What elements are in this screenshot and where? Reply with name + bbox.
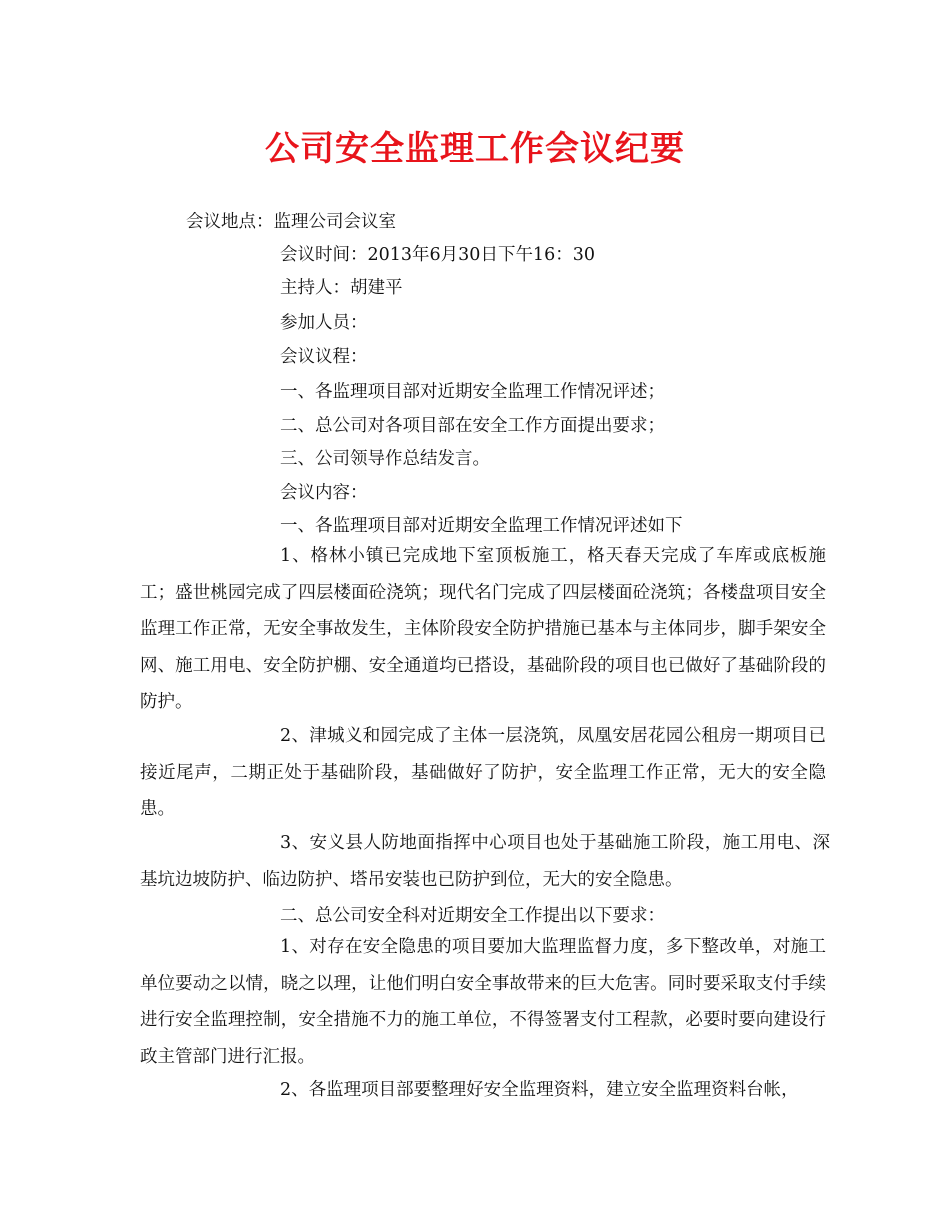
meeting-attendees: 参加人员： <box>280 313 368 333</box>
content-heading: 会议内容： <box>280 483 368 503</box>
section-heading: 二、总公司安全科对近期安全工作提出以下要求： <box>280 906 665 926</box>
document-title: 公司安全监理工作会议纪要 <box>265 129 685 169</box>
body-paragraph: 1、格林小镇已完成地下室顶板施工，格天春天完成了车库或底板施工；盛世桃园完成了四层楼面砼浇筑；现代名门完成了四层楼面砼浇筑；各楼盘项目安全监理工作正常，无安全事故发生，主体阶段安全防护措施已基本与主体同步，脚手架安全网、施工用电、安全防护棚、安全通道均已搭设，基础阶段的项目也已做好了基础阶段的防护。 <box>140 546 826 712</box>
agenda-heading: 会议议程： <box>280 347 368 367</box>
section-heading: 一、各监理项目部对近期安全监理工作情况评述如下 <box>280 516 683 536</box>
meeting-location: 会议地点：监理公司会议室 <box>186 212 396 232</box>
meeting-host: 主持人：胡建平 <box>280 278 403 298</box>
body-paragraph: 2、各监理项目部要整理好安全监理资料，建立安全监理资料台帐， <box>280 1080 799 1100</box>
agenda-item: 一、各监理项目部对近期安全监理工作情况评述； <box>280 382 665 402</box>
agenda-item: 三、公司领导作总结发言。 <box>280 449 490 469</box>
agenda-item: 二、总公司对各项目部在安全工作方面提出要求； <box>280 416 665 436</box>
body-paragraph: 3、安义县人防地面指挥中心项目也处于基础施工阶段，施工用电、深基坑边坡防护、临边防护、塔吊安装也已防护到位，无大的安全隐患。 <box>140 833 830 890</box>
body-paragraph: 2、津城义和园完成了主体一层浇筑，凤凰安居花园公租房一期项目已接近尾声，二期正处于基础阶段，基础做好了防护，安全监理工作正常，无大的安全隐患。 <box>140 726 826 819</box>
body-paragraph: 1、对存在安全隐患的项目要加大监理监督力度，多下整改单，对施工单位要动之以情，晓之以理，让他们明白安全事故带来的巨大危害。同时要采取支付手续进行安全监理控制，安全措施不力的施工单位，不得签署支付工程款，必要时要向建设行政主管部门进行汇报。 <box>140 937 826 1067</box>
meeting-time: 会议时间：2013年6月30日下午16：30 <box>280 245 595 265</box>
